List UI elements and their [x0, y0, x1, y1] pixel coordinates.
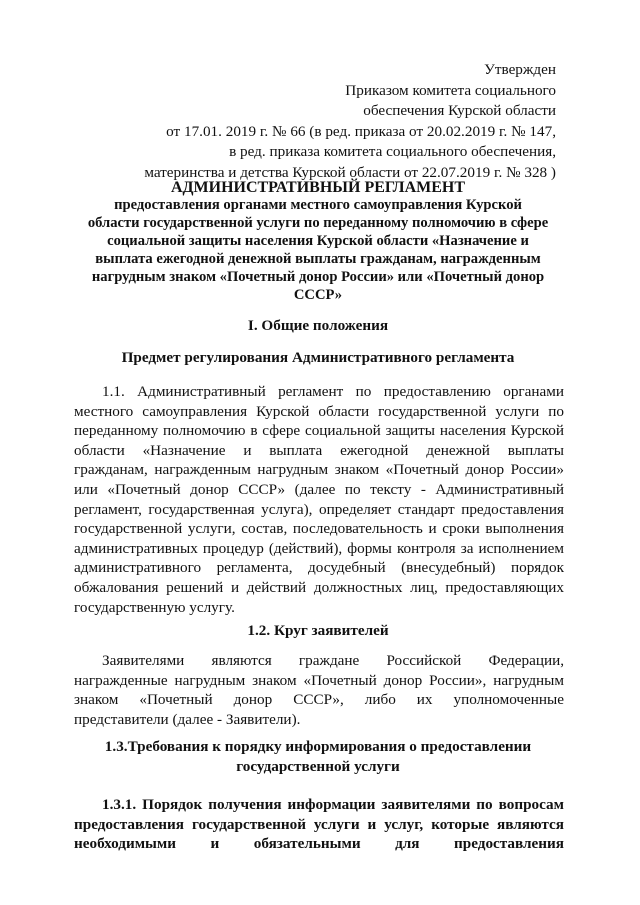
paragraph-line: представители (далее - Заявители). [74, 710, 301, 728]
heading-line: 1.3.Требования к порядку информирования о предоставлении [104, 738, 532, 755]
section-1-subheading: Предмет регулирования Административного регламента [121, 349, 515, 366]
paragraph-line: необходимыми и обязательными для предоставления [74, 835, 564, 853]
paragraph-line: административных процедур (действий), формы контроля за исполнением [74, 539, 564, 557]
paragraph-line: административного регламента, досудебный (внесудебный) порядок [74, 559, 564, 577]
document-title: АДМИНИСТРАТИВНЫЙ РЕГЛАМЕНТ [170, 179, 466, 196]
paragraph-line: знаком «Почетный донор СССР», либо их уполномоченные [74, 691, 564, 709]
subtitle-line: социальной защиты населения Курской области «Назначение и [107, 233, 529, 249]
approval-line: от 17.01. 2019 г. № 66 (в ред. приказа от 20.02.2019 г. № 147, [166, 122, 556, 140]
paragraph-line: гражданам, награжденным нагрудным знаком «Почетный донор России» [74, 461, 564, 479]
subtitle-line: выплата ежегодной денежной выплаты гражданам, награжденным [95, 251, 541, 267]
paragraph-line: местного самоуправления Курской области государственной услуги по [74, 402, 564, 420]
approval-line: обеспечения Курской области [363, 102, 556, 120]
document-subtitle [70, 196, 566, 304]
approval-line: Утвержден [484, 61, 556, 78]
approval-line: Приказом комитета социального [345, 81, 556, 99]
section-1-2-heading: 1.2. Круг заявителей [247, 622, 389, 639]
approval-line: материнства и детства Курской области от 22.07.2019 г. № 328 ) [144, 163, 556, 181]
subtitle-line: нагрудным знаком «Почетный донор России» или «Почетный донор [91, 269, 545, 285]
paragraph-line: предоставления государственной услуги и услуг, которые являются [74, 815, 564, 833]
section-1-2-paragraph [74, 651, 564, 729]
approval-stamp [144, 60, 556, 184]
heading-line: государственной услуги [236, 758, 400, 775]
paragraph-line: регламент, государственная услуга), определяет стандарт предоставления [74, 500, 564, 518]
paragraph-line: 1.3.1. Порядок получения информации заявителями по вопросам [102, 796, 564, 813]
subtitle-line: предоставления органами местного самоуправления Курской [114, 197, 522, 213]
paragraph-line: награжденные нагрудным знаком «Почетный донор России», нагрудным [74, 671, 564, 689]
paragraph-line: обжалования решений и действий должностных лиц, предоставляющих [74, 578, 564, 596]
section-1-3-heading [72, 737, 564, 777]
paragraph-line: государственную услугу. [74, 598, 235, 616]
approval-line: в ред. приказа комитета социального обеспечения, [229, 143, 556, 161]
paragraph-line: Заявителями являются граждане Российской Федерации, [102, 652, 564, 669]
section-1-3-1-paragraph [74, 795, 564, 854]
paragraph-line: 1.1. Административный регламент по предоставлению органами [102, 383, 564, 400]
paragraph-line: переданному полномочию в сфере социальной защиты населения Курской [74, 422, 564, 440]
section-1-heading: I. Общие положения [247, 317, 389, 334]
paragraph-line: или «Почетный донор СССР» (далее по тексту - Административный [74, 480, 564, 498]
subtitle-line: СССР» [293, 287, 343, 303]
section-1-1-paragraph [74, 382, 564, 617]
paragraph-line: области «Назначение и выплата ежегодной денежной выплаты [74, 441, 564, 459]
subtitle-line: области государственной услуги по переданному полномочию в сфере [87, 215, 549, 231]
paragraph-line: государственной услуги, состав, последовательность и сроки выполнения [74, 520, 564, 538]
